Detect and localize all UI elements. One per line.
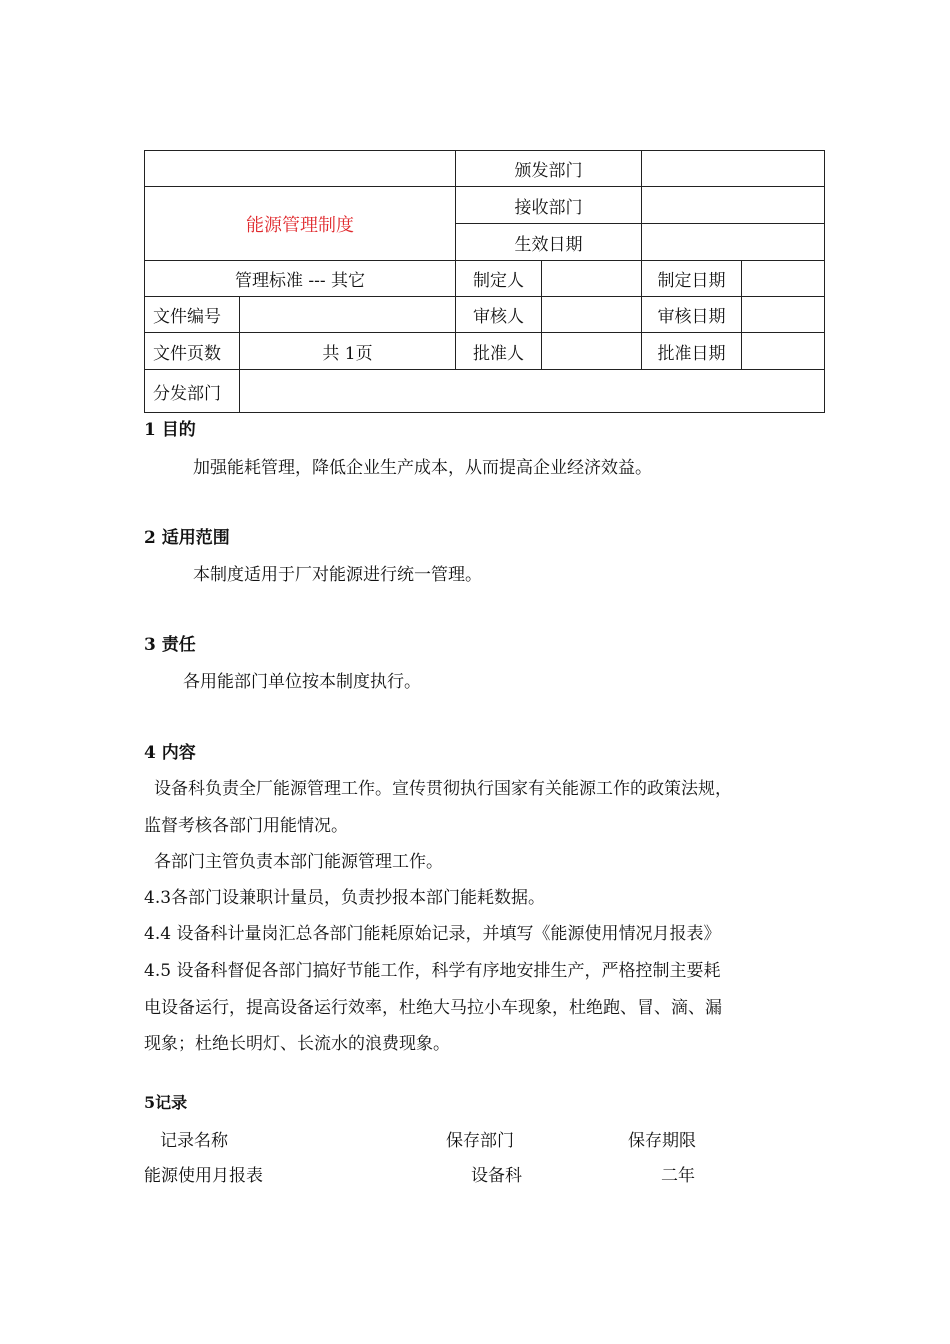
section-4-heading: 4 内容 (144, 743, 196, 763)
page-count-value: 共 1页 (240, 333, 456, 370)
section-1-heading: 1 目的 (144, 420, 196, 440)
section-4-para-1-line-1: 设备科负责全厂能源管理工作。宣传贯彻执行国家有关能源工作的政策法规， (154, 779, 732, 799)
section-4-para-5-line-3: 现象；杜绝长明灯、长流水的浪费现象。 (144, 1034, 450, 1054)
section-3-text: 各用能部门单位按本制度执行。 (183, 672, 421, 692)
reviewer-label: 审核人 (456, 297, 542, 333)
section-4-para-2: 各部门主管负责本部门能源管理工作。 (154, 852, 443, 872)
page-count-label: 文件页数 (145, 333, 240, 370)
section-2-text: 本制度适用于厂对能源进行统一管理。 (193, 565, 482, 585)
distribution-value[interactable] (240, 370, 825, 413)
file-number-value[interactable] (240, 297, 456, 333)
author-date-value[interactable] (742, 261, 825, 297)
receiving-dept-label: 接收部门 (456, 187, 642, 224)
blank-cell (145, 151, 456, 187)
section-3-heading: 3 责任 (144, 635, 196, 655)
record-row-dept: 设备科 (471, 1166, 522, 1186)
record-row-period: 二年 (661, 1166, 695, 1186)
approver-value[interactable] (542, 333, 642, 370)
section-4-para-5-line-1: 4.5 设备科督促各部门搞好节能工作，科学有序地安排生产，严格控制主要耗 (144, 961, 721, 981)
section-4-para-4: 4.4 设备科计量岗汇总各部门能耗原始记录，并填写《能源使用情况月报表》 (144, 924, 721, 944)
section-1-text: 加强能耗管理，降低企业生产成本，从而提高企业经济效益。 (193, 458, 652, 478)
records-header-name: 记录名称 (160, 1131, 228, 1151)
section-4-para-5-line-2: 电设备运行，提高设备运行效率，杜绝大马拉小车现象，杜绝跑、冒、滴、漏 (144, 998, 722, 1018)
section-4-para-1-line-2: 监督考核各部门用能情况。 (144, 816, 348, 836)
receiving-dept-value[interactable] (642, 187, 825, 224)
effective-date-label: 生效日期 (456, 224, 642, 261)
effective-date-value[interactable] (642, 224, 825, 261)
review-date-value[interactable] (742, 297, 825, 333)
document-title: 能源管理制度 (145, 187, 456, 261)
issuing-dept-value[interactable] (642, 151, 825, 187)
review-date-label: 审核日期 (642, 297, 742, 333)
issuing-dept-label: 颁发部门 (456, 151, 642, 187)
approver-label: 批准人 (456, 333, 542, 370)
document-header-table (144, 150, 825, 413)
record-row-name: 能源使用月报表 (144, 1166, 263, 1186)
author-label: 制定人 (456, 261, 542, 297)
distribution-label: 分发部门 (145, 370, 240, 413)
section-2-heading: 2 适用范围 (144, 528, 230, 548)
author-value[interactable] (542, 261, 642, 297)
section-4-para-3: 4.3各部门设兼职计量员，负责抄报本部门能耗数据。 (144, 888, 546, 908)
file-number-label: 文件编号 (145, 297, 240, 333)
records-header-period: 保存期限 (628, 1131, 696, 1151)
document-category: 管理标准 --- 其它 (145, 261, 456, 297)
author-date-label: 制定日期 (642, 261, 742, 297)
records-header-dept: 保存部门 (446, 1131, 514, 1151)
reviewer-value[interactable] (542, 297, 642, 333)
section-5-heading: 5记录 (144, 1093, 188, 1112)
approval-date-label: 批准日期 (642, 333, 742, 370)
approval-date-value[interactable] (742, 333, 825, 370)
